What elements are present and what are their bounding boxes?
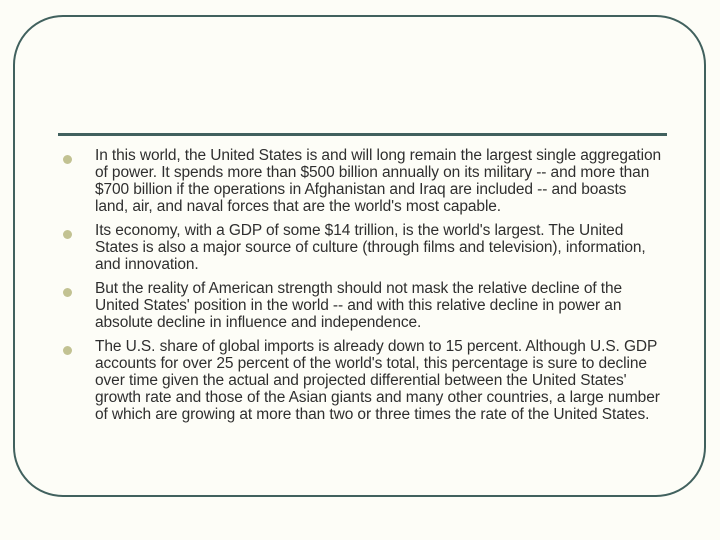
bullet-dot-icon bbox=[63, 230, 72, 239]
bullet-dot-icon bbox=[63, 155, 72, 164]
bullet-text: Its economy, with a GDP of some $14 trillion, is the world's largest. The United States is also a major source of culture (through films and television), information, and innovation. bbox=[95, 222, 646, 273]
bullet-item bbox=[60, 338, 661, 423]
bullet-dot-icon bbox=[63, 288, 72, 297]
slide-title-placeholder bbox=[58, 40, 667, 130]
bullet-item bbox=[60, 280, 661, 331]
bullet-dot-icon bbox=[63, 346, 72, 355]
bullet-item bbox=[60, 222, 661, 273]
bullet-text: In this world, the United States is and will long remain the largest single aggregation of power. It spends more than $500 billion annually on its military -- and more than $700 billion if the operations in Afghanistan and Iraq are included -- and boasts land, air, and naval forces that are the world's most capable. bbox=[95, 147, 661, 215]
bullet-item bbox=[60, 147, 661, 215]
bullet-list bbox=[60, 147, 661, 430]
bullet-text: But the reality of American strength should not mask the relative decline of the United States' position in the world -- and with this relative decline in power an absolute decline in influence and independence. bbox=[95, 280, 623, 331]
title-underline bbox=[58, 133, 667, 136]
bullet-text: The U.S. share of global imports is already down to 15 percent. Although U.S. GDP accounts for over 25 percent of the world's total, this percentage is sure to decline over time given the actual and projected differential between the United States' growth rate and those of the Asian giants and many other countries, a large number of which are growing at more than two or three times the rate of the United States. bbox=[95, 338, 660, 423]
